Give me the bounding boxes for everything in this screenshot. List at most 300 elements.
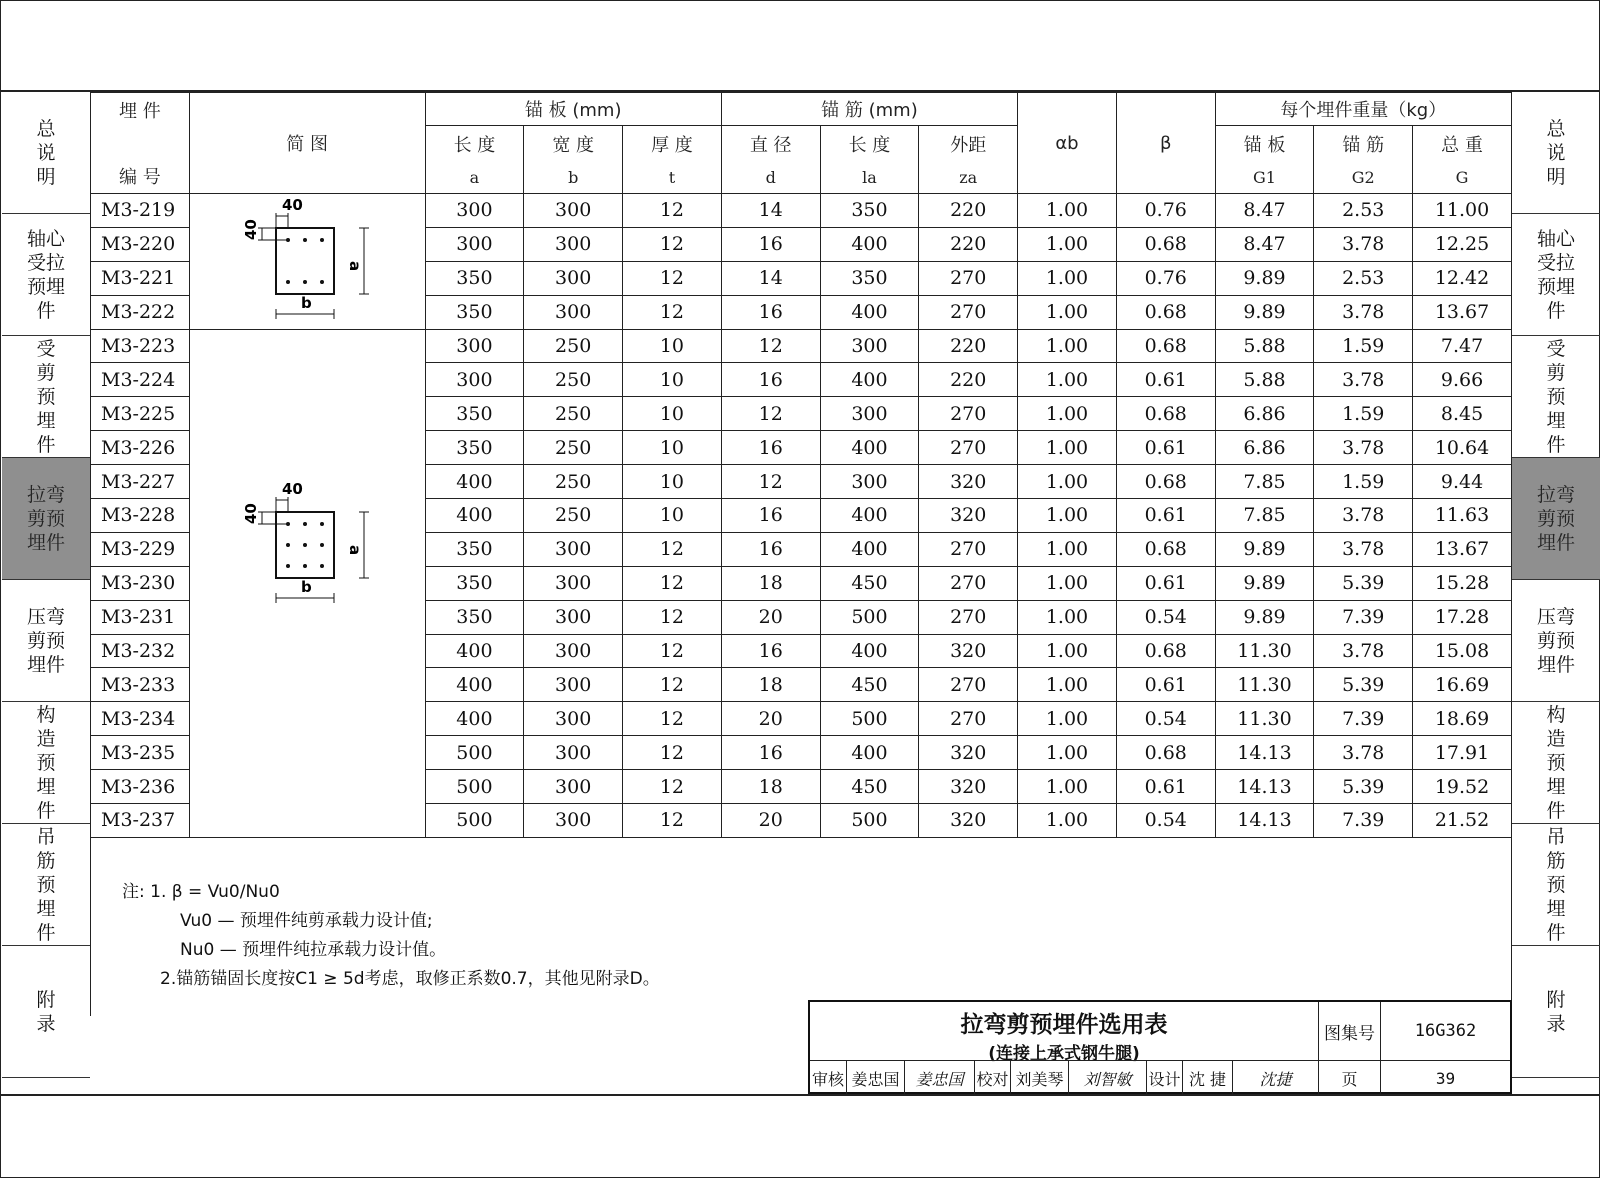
left-tab-label: 拉弯剪预埋件 [26, 483, 65, 554]
header-sym-d: d [721, 163, 820, 194]
dim-label-a: a [346, 544, 365, 555]
header-weight-bar: 锚 筋 [1314, 125, 1413, 162]
header-plate-group: 锚 板 (mm) [425, 93, 721, 126]
value-cell: 12 [623, 532, 722, 566]
value-cell: 8.45 [1413, 397, 1512, 431]
anchor-bar-dot [303, 238, 307, 242]
header-beta: β [1116, 93, 1215, 194]
left-tab-column [2, 92, 90, 1078]
right-tab-label: 总说明 [1546, 117, 1566, 188]
value-cell: 400 [425, 465, 524, 499]
plate-outline [276, 228, 334, 294]
value-cell: 1.00 [1018, 566, 1117, 600]
right-tab-label: 受剪预埋件 [1546, 337, 1566, 456]
value-cell: 0.54 [1116, 702, 1215, 736]
value-cell: 300 [524, 532, 623, 566]
value-cell: 9.89 [1215, 566, 1314, 600]
value-cell: 450 [820, 770, 919, 804]
value-cell: 300 [524, 295, 623, 329]
value-cell: 12 [623, 600, 722, 634]
value-cell: 0.61 [1116, 770, 1215, 804]
check-label: 校对 [974, 1061, 1010, 1095]
anchor-bar-dot [320, 280, 324, 284]
header-sym-a: a [425, 163, 524, 194]
value-cell: 12.42 [1413, 261, 1512, 295]
left-tab-7[interactable] [2, 824, 90, 946]
value-cell: 16 [721, 532, 820, 566]
value-cell: 250 [524, 363, 623, 397]
sketch-cell [189, 329, 425, 837]
value-cell: 1.00 [1018, 397, 1117, 431]
header-plate-thickness: 厚 度 [623, 125, 722, 162]
checker-name: 刘美琴 [1010, 1061, 1068, 1095]
value-cell: 8.47 [1215, 227, 1314, 261]
header-bar-distance: 外距 [919, 125, 1018, 162]
part-number-cell: M3-228 [91, 499, 190, 533]
value-cell: 18 [721, 668, 820, 702]
value-cell: 400 [820, 227, 919, 261]
value-cell: 0.68 [1116, 532, 1215, 566]
value-cell: 400 [425, 499, 524, 533]
value-cell: 350 [425, 532, 524, 566]
anchor-bar-dot [303, 564, 307, 568]
value-cell: 300 [425, 194, 524, 228]
value-cell: 17.91 [1413, 736, 1512, 770]
value-cell: 3.78 [1314, 532, 1413, 566]
value-cell: 400 [820, 634, 919, 668]
value-cell: 320 [919, 499, 1018, 533]
value-cell: 3.78 [1314, 431, 1413, 465]
value-cell: 450 [820, 566, 919, 600]
value-cell: 0.61 [1116, 363, 1215, 397]
anchor-bar-dot [320, 522, 324, 526]
value-cell: 9.89 [1215, 295, 1314, 329]
value-cell: 1.59 [1314, 329, 1413, 363]
left-tab-label: 吊筋预埋件 [36, 825, 56, 944]
dim-label-a: a [346, 261, 365, 272]
dim-label-left: 40 [242, 502, 261, 524]
value-cell: 5.39 [1314, 668, 1413, 702]
part-number-cell: M3-230 [91, 566, 190, 600]
value-cell: 500 [820, 702, 919, 736]
anchor-bar-dot [320, 238, 324, 242]
value-cell: 270 [919, 295, 1018, 329]
value-cell: 500 [425, 804, 524, 838]
header-weight-plate: 锚 板 [1215, 125, 1314, 162]
value-cell: 14.13 [1215, 770, 1314, 804]
value-cell: 8.47 [1215, 194, 1314, 228]
value-cell: 1.00 [1018, 736, 1117, 770]
right-tab-label: 吊筋预埋件 [1546, 825, 1566, 944]
value-cell: 350 [425, 295, 524, 329]
value-cell: 320 [919, 736, 1018, 770]
right-tab-label: 轴心受拉预埋件 [1536, 227, 1575, 322]
value-cell: 7.85 [1215, 465, 1314, 499]
value-cell: 3.78 [1314, 736, 1413, 770]
value-cell: 3.78 [1314, 363, 1413, 397]
value-cell: 500 [425, 736, 524, 770]
value-cell: 320 [919, 634, 1018, 668]
value-cell: 0.61 [1116, 566, 1215, 600]
part-number-cell: M3-234 [91, 702, 190, 736]
header-sym-g: G [1413, 163, 1512, 194]
value-cell: 10 [623, 465, 722, 499]
value-cell: 9.89 [1215, 261, 1314, 295]
value-cell: 5.88 [1215, 329, 1314, 363]
notes [122, 878, 660, 994]
part-number-cell: M3-231 [91, 600, 190, 634]
value-cell: 0.68 [1116, 329, 1215, 363]
right-tab-3[interactable] [1512, 336, 1600, 458]
value-cell: 270 [919, 397, 1018, 431]
header-part-no: 埋 件 编 号 [91, 93, 190, 194]
value-cell: 1.00 [1018, 634, 1117, 668]
value-cell: 250 [524, 329, 623, 363]
reviewer-name: 姜忠国 [846, 1061, 904, 1095]
value-cell: 5.88 [1215, 363, 1314, 397]
value-cell: 300 [524, 634, 623, 668]
designer-signature: 沈捷 [1232, 1061, 1318, 1095]
left-tab-3[interactable] [2, 336, 90, 458]
value-cell: 320 [919, 770, 1018, 804]
header-sketch: 简 图 [189, 93, 425, 194]
value-cell: 0.68 [1116, 634, 1215, 668]
value-cell: 14 [721, 261, 820, 295]
left-tab-label: 轴心受拉预埋件 [26, 227, 65, 322]
value-cell: 500 [820, 600, 919, 634]
value-cell: 12 [623, 261, 722, 295]
value-cell: 300 [524, 566, 623, 600]
dim-label-b: b [301, 577, 312, 596]
value-cell: 11.00 [1413, 194, 1512, 228]
right-tab-7[interactable] [1512, 824, 1600, 946]
value-cell: 1.00 [1018, 295, 1117, 329]
part-number-cell: M3-226 [91, 431, 190, 465]
right-tab-label: 压弯剪预埋件 [1536, 605, 1575, 676]
note-1-nu0: Nu0 — 预埋件纯拉承载力设计值。 [180, 940, 447, 960]
anchor-bar-dot [286, 543, 290, 547]
value-cell: 300 [524, 261, 623, 295]
value-cell: 0.54 [1116, 804, 1215, 838]
value-cell: 450 [820, 668, 919, 702]
value-cell: 20 [721, 702, 820, 736]
value-cell: 350 [425, 261, 524, 295]
part-number-cell: M3-229 [91, 532, 190, 566]
value-cell: 300 [820, 465, 919, 499]
value-cell: 350 [820, 261, 919, 295]
value-cell: 16 [721, 295, 820, 329]
drawing-title: 拉弯剪预埋件选用表 [960, 1012, 1168, 1038]
value-cell: 300 [820, 397, 919, 431]
value-cell: 1.00 [1018, 499, 1117, 533]
title-area [810, 1002, 1318, 1064]
value-cell: 1.59 [1314, 465, 1413, 499]
value-cell: 500 [425, 770, 524, 804]
value-cell: 1.00 [1018, 431, 1117, 465]
value-cell: 6.86 [1215, 431, 1314, 465]
value-cell: 350 [425, 431, 524, 465]
value-cell: 270 [919, 431, 1018, 465]
value-cell: 350 [425, 600, 524, 634]
value-cell: 500 [820, 804, 919, 838]
value-cell: 350 [425, 566, 524, 600]
left-tab-6[interactable] [2, 702, 90, 824]
page-label: 页 [1318, 1061, 1380, 1095]
left-tab-label: 压弯剪预埋件 [26, 605, 65, 676]
header-weight-total: 总 重 [1413, 125, 1512, 162]
part-number-cell: M3-233 [91, 668, 190, 702]
right-tab-4[interactable] [1512, 458, 1600, 580]
left-tab-5[interactable] [2, 580, 90, 702]
value-cell: 250 [524, 465, 623, 499]
value-cell: 6.86 [1215, 397, 1314, 431]
value-cell: 19.52 [1413, 770, 1512, 804]
value-cell: 1.00 [1018, 702, 1117, 736]
title-block [808, 1000, 1512, 1094]
value-cell: 1.00 [1018, 668, 1117, 702]
anchor-bar-dot [286, 280, 290, 284]
value-cell: 9.89 [1215, 532, 1314, 566]
part-number-cell: M3-220 [91, 227, 190, 261]
value-cell: 14.13 [1215, 736, 1314, 770]
part-number-cell: M3-236 [91, 770, 190, 804]
value-cell: 1.00 [1018, 194, 1117, 228]
header-sym-la: la [820, 163, 919, 194]
value-cell: 0.61 [1116, 499, 1215, 533]
signature-row [810, 1060, 1510, 1095]
value-cell: 16 [721, 363, 820, 397]
value-cell: 2.53 [1314, 261, 1413, 295]
part-number-cell: M3-222 [91, 295, 190, 329]
value-cell: 1.00 [1018, 465, 1117, 499]
value-cell: 0.76 [1116, 261, 1215, 295]
part-number-cell: M3-232 [91, 634, 190, 668]
value-cell: 12 [721, 397, 820, 431]
value-cell: 1.00 [1018, 227, 1117, 261]
design-label: 设计 [1146, 1061, 1182, 1095]
value-cell: 220 [919, 227, 1018, 261]
value-cell: 16 [721, 431, 820, 465]
sketch-cell [189, 194, 425, 330]
value-cell: 14.13 [1215, 804, 1314, 838]
value-cell: 12 [623, 736, 722, 770]
value-cell: 7.39 [1314, 702, 1413, 736]
left-tab-2[interactable] [2, 214, 90, 336]
value-cell: 0.68 [1116, 397, 1215, 431]
value-cell: 300 [425, 329, 524, 363]
value-cell: 400 [820, 736, 919, 770]
anchor-plate-sketch [232, 480, 382, 610]
value-cell: 320 [919, 804, 1018, 838]
value-cell: 9.89 [1215, 600, 1314, 634]
value-cell: 15.28 [1413, 566, 1512, 600]
value-cell: 1.00 [1018, 804, 1117, 838]
value-cell: 16 [721, 227, 820, 261]
left-tab-8[interactable] [2, 946, 90, 1078]
header-sym-g1: G1 [1215, 163, 1314, 194]
value-cell: 3.78 [1314, 227, 1413, 261]
value-cell: 13.67 [1413, 295, 1512, 329]
value-cell: 10 [623, 499, 722, 533]
left-tab-1[interactable] [2, 92, 90, 214]
header-bar-length: 长 度 [820, 125, 919, 162]
value-cell: 12 [623, 770, 722, 804]
value-cell: 0.76 [1116, 194, 1215, 228]
value-cell: 16.69 [1413, 668, 1512, 702]
value-cell: 18 [721, 566, 820, 600]
value-cell: 220 [919, 363, 1018, 397]
right-tab-label: 构造预埋件 [1546, 703, 1566, 822]
value-cell: 5.39 [1314, 770, 1413, 804]
anchor-bar-dot [286, 564, 290, 568]
anchor-bar-dot [320, 543, 324, 547]
value-cell: 1.00 [1018, 600, 1117, 634]
value-cell: 12 [623, 295, 722, 329]
value-cell: 10 [623, 397, 722, 431]
value-cell: 250 [524, 431, 623, 465]
left-tab-label: 构造预埋件 [36, 703, 56, 822]
right-tab-5[interactable] [1512, 580, 1600, 702]
value-cell: 12 [623, 227, 722, 261]
value-cell: 12 [623, 668, 722, 702]
value-cell: 12 [623, 194, 722, 228]
value-cell: 0.68 [1116, 227, 1215, 261]
value-cell: 7.39 [1314, 804, 1413, 838]
right-tab-6[interactable] [1512, 702, 1600, 824]
value-cell: 12 [623, 804, 722, 838]
value-cell: 270 [919, 702, 1018, 736]
header-weight-group: 每个埋件重量（kg） [1215, 93, 1511, 126]
value-cell: 300 [524, 702, 623, 736]
value-cell: 300 [524, 804, 623, 838]
value-cell: 12 [721, 329, 820, 363]
value-cell: 300 [524, 227, 623, 261]
atlas-label: 图集号 [1318, 1002, 1380, 1060]
dim-label-top: 40 [282, 196, 304, 215]
value-cell: 0.54 [1116, 600, 1215, 634]
value-cell: 3.78 [1314, 634, 1413, 668]
value-cell: 220 [919, 194, 1018, 228]
value-cell: 350 [425, 397, 524, 431]
left-tab-4[interactable] [2, 458, 90, 580]
review-label: 审核 [811, 1069, 844, 1089]
part-number-cell: M3-225 [91, 397, 190, 431]
part-number-cell: M3-224 [91, 363, 190, 397]
value-cell: 3.78 [1314, 295, 1413, 329]
value-cell: 14 [721, 194, 820, 228]
reviewer-signature: 姜忠国 [904, 1061, 974, 1095]
note-2: 2.锚筋锚固长度按C1 ≥ 5d考虑，取修正系数0.7，其他见附录D。 [160, 969, 660, 989]
value-cell: 1.00 [1018, 261, 1117, 295]
value-cell: 12 [623, 702, 722, 736]
table-body [91, 194, 1512, 838]
value-cell: 1.00 [1018, 770, 1117, 804]
value-cell: 12 [721, 465, 820, 499]
dim-label-left: 40 [242, 219, 261, 241]
header-sym-za: za [919, 163, 1018, 194]
value-cell: 300 [425, 363, 524, 397]
right-tab-2[interactable] [1512, 214, 1600, 336]
value-cell: 12 [623, 566, 722, 600]
header-sym-g2: G2 [1314, 163, 1413, 194]
value-cell: 13.67 [1413, 532, 1512, 566]
value-cell: 7.85 [1215, 499, 1314, 533]
anchor-bar-dot [320, 564, 324, 568]
value-cell: 7.39 [1314, 600, 1413, 634]
value-cell: 16 [721, 736, 820, 770]
value-cell: 300 [524, 668, 623, 702]
value-cell: 12.25 [1413, 227, 1512, 261]
dim-label-top: 40 [282, 479, 304, 498]
part-number-cell: M3-237 [91, 804, 190, 838]
value-cell: 17.28 [1413, 600, 1512, 634]
value-cell: 400 [820, 363, 919, 397]
note-1: 注: 1. β = Vu0/Nu0 [122, 882, 280, 902]
value-cell: 250 [524, 499, 623, 533]
part-number-cell: M3-223 [91, 329, 190, 363]
part-number-cell: M3-219 [91, 194, 190, 228]
value-cell: 10.64 [1413, 431, 1512, 465]
note-1-vu0: Vu0 — 预埋件纯剪承载力设计值; [180, 911, 433, 931]
value-cell: 1.00 [1018, 329, 1117, 363]
dim-label-b: b [301, 294, 312, 313]
anchor-bar-dot [303, 522, 307, 526]
value-cell: 300 [524, 600, 623, 634]
value-cell: 400 [820, 295, 919, 329]
table-row [91, 194, 1512, 228]
value-cell: 0.68 [1116, 736, 1215, 770]
value-cell: 11.63 [1413, 499, 1512, 533]
value-cell: 0.68 [1116, 295, 1215, 329]
part-number-cell: M3-235 [91, 736, 190, 770]
value-cell: 9.44 [1413, 465, 1512, 499]
value-cell: 400 [425, 702, 524, 736]
part-number-cell: M3-227 [91, 465, 190, 499]
value-cell: 270 [919, 532, 1018, 566]
value-cell: 12 [623, 634, 722, 668]
value-cell: 10 [623, 431, 722, 465]
part-number-cell: M3-221 [91, 261, 190, 295]
anchor-bar-dot [303, 543, 307, 547]
header-bar-group: 锚 筋 (mm) [721, 93, 1017, 126]
atlas-number: 16G362 [1380, 1002, 1510, 1060]
value-cell: 270 [919, 600, 1018, 634]
value-cell: 0.61 [1116, 431, 1215, 465]
header-sym-t: t [623, 163, 722, 194]
right-tab-8[interactable] [1512, 946, 1600, 1078]
header-plate-width: 宽 度 [524, 125, 623, 162]
value-cell: 9.66 [1413, 363, 1512, 397]
drawing-subtitle: (连接上承式钢牛腿) [988, 1044, 1140, 1064]
value-cell: 400 [820, 532, 919, 566]
value-cell: 11.30 [1215, 668, 1314, 702]
header-alpha: αb [1018, 93, 1117, 194]
header-sym-b: b [524, 163, 623, 194]
value-cell: 5.39 [1314, 566, 1413, 600]
right-tab-1[interactable] [1512, 92, 1600, 214]
anchor-plate-sketch [232, 196, 382, 326]
value-cell: 400 [425, 634, 524, 668]
value-cell: 21.52 [1413, 804, 1512, 838]
value-cell: 400 [820, 431, 919, 465]
header-bar-diameter: 直 径 [721, 125, 820, 162]
value-cell: 0.68 [1116, 465, 1215, 499]
left-tab-label: 受剪预埋件 [36, 337, 56, 456]
value-cell: 300 [820, 329, 919, 363]
page-number: 39 [1380, 1061, 1510, 1095]
value-cell: 320 [919, 465, 1018, 499]
value-cell: 18.69 [1413, 702, 1512, 736]
